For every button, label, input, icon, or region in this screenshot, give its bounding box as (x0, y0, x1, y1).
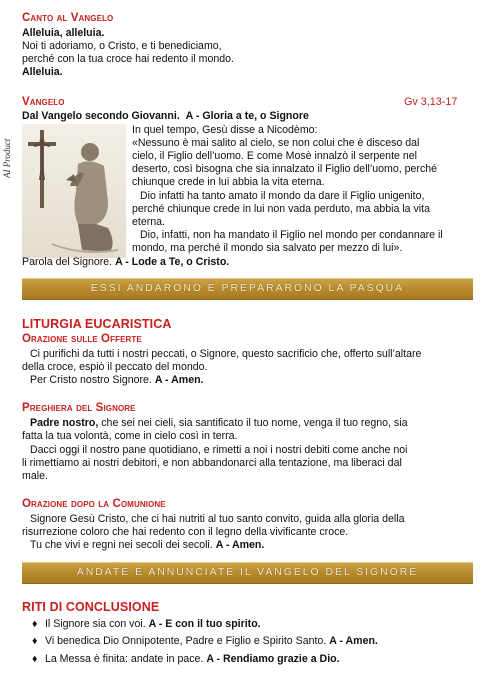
vangelo-closing-text: Parola del Signore. (22, 256, 113, 268)
comunione-conclusion: Tu che vivi e regni nei secoli dei secoli. (30, 539, 213, 551)
preghiera-incipit: Padre nostro, (30, 417, 99, 429)
vangelo-line-2: «Nessuno è mai salito al cielo, se non colui che è disceso dal (132, 137, 420, 149)
offerte-line-2: della croce, espiò il peccato del mondo. (22, 361, 208, 373)
image-caption: AI Product (2, 138, 12, 178)
riti-item-1-response: A - E con il tuo spirito. (148, 618, 261, 630)
canto-alleluia-end: Alleluia. (22, 66, 63, 78)
vangelo-closing-response: A - Lode a Te, o Cristo. (115, 256, 230, 268)
diamond-bullet-icon: ♦ (32, 635, 38, 647)
vangelo-line-5: chiunque crede in lui abbia la vita eterna. (132, 176, 325, 188)
vangelo-intro-response: A - Gloria a te, o Signore (185, 110, 309, 122)
prayer-illustration (22, 124, 126, 258)
riti-item-3-response: A - Rendiamo grazie a Dio. (206, 653, 340, 665)
preghiera-line-3: Dacci oggi il nostro pane quotidiano, e rimetti a noi i nostri debiti come anche noi (30, 444, 408, 456)
canto-text-2: perché con la tua croce hai redento il mondo. (22, 53, 235, 65)
canto-title: Canto al Vangelo (22, 12, 114, 24)
vangelo-closing (22, 256, 229, 269)
comunione-title: Orazione dopo la Comunione (22, 498, 166, 510)
diamond-bullet-icon: ♦ (32, 618, 38, 630)
diamond-bullet-icon: ♦ (32, 653, 38, 665)
vangelo-line-9: Dio, infatti, non ha mandato il Figlio nel mondo per condannare il (140, 229, 443, 241)
riti-item-2-response: A - Amen. (329, 635, 378, 647)
preghiera-line-1 (30, 417, 407, 430)
comunione-line-3 (30, 539, 264, 552)
canto-alleluia: Alleluia, alleluia. (22, 27, 105, 39)
riti-item-1-text: Il Signore sia con voi. (44, 618, 146, 630)
vangelo-line-10: mondo, ma perché il mondo sia salvato per mezzo di lui». (132, 242, 403, 254)
offerte-conclusion: Per Cristo nostro Signore. (30, 374, 152, 386)
riti-item-2-text: Vi benedica Dio Onnipotente, Padre e Figlio e Spirito Santo. (44, 635, 327, 647)
vangelo-title: Vangelo (22, 96, 65, 108)
comunione-response: A - Amen. (215, 539, 265, 551)
liturgia-title: LITURGIA EUCARISTICA (22, 317, 172, 331)
comunione-line-1: Signore Gesù Cristo, che ci hai nutriti al tuo santo convito, guida alla gloria della (30, 513, 405, 525)
riti-item-2 (32, 635, 378, 648)
preghiera-line-4: li rimettiamo ai nostri debitori, e non abbandonarci alla tentazione, ma liberaci dal (22, 457, 402, 469)
offerte-line-1: Ci purifichi da tutti i nostri peccati, o Signore, questo sacrificio che, offerto sull’altare (30, 348, 422, 360)
vangelo-line-6: Dio infatti ha tanto amato il mondo da dare il Figlio unigenito, (140, 190, 425, 202)
banner-annunciate: ANDATE E ANNUNCIATE IL VANGELO DEL SIGNORE (22, 562, 473, 584)
vangelo-intro (22, 110, 309, 123)
vangelo-line-7: perché chiunque crede in lui non vada perduto, ma abbia la vita (132, 203, 431, 215)
riti-title: RITI DI CONCLUSIONE (22, 600, 160, 614)
preghiera-title: Preghiera del Signore (22, 402, 136, 414)
offerte-title: Orazione sulle Offerte (22, 333, 142, 345)
vangelo-line-1: In quel tempo, Gesù disse a Nicodèmo: (132, 124, 318, 136)
preghiera-line-5: male. (22, 470, 48, 482)
vangelo-line-4: deserto, così bisogna che sia innalzato il Figlio dell’uomo, perché (132, 163, 438, 175)
riti-item-3-text: La Messa è finita: andate in pace. (44, 653, 204, 665)
vangelo-line-3: cielo, il Figlio dell’uomo. E come Mosè innalzò il serpente nel (132, 150, 417, 162)
offerte-line-3 (30, 374, 204, 387)
banner-pasqua: ESSI ANDARONO E PREPARARONO LA PASQUA (22, 278, 473, 300)
preghiera-line-1-rest: che sei nei cieli, sia santificato il tuo nome, venga il tuo regno, sia (101, 417, 408, 429)
preghiera-line-2: fatta la tua volontà, come in cielo così in terra. (22, 430, 238, 442)
offerte-response: A - Amen. (154, 374, 204, 386)
vangelo-intro-source: Dal Vangelo secondo Giovanni. (22, 110, 180, 122)
vangelo-line-8: eterna. (132, 216, 165, 228)
canto-text-1: Noi ti adoriamo, o Cristo, e ti benediciamo, (22, 40, 222, 52)
riti-item-3 (32, 653, 340, 666)
comunione-line-2: risurrezione coloro che hai redento con il legno della vivificante croce. (22, 526, 349, 538)
vangelo-reference: Gv 3,13-17 (404, 96, 458, 108)
riti-item-1 (32, 618, 261, 631)
